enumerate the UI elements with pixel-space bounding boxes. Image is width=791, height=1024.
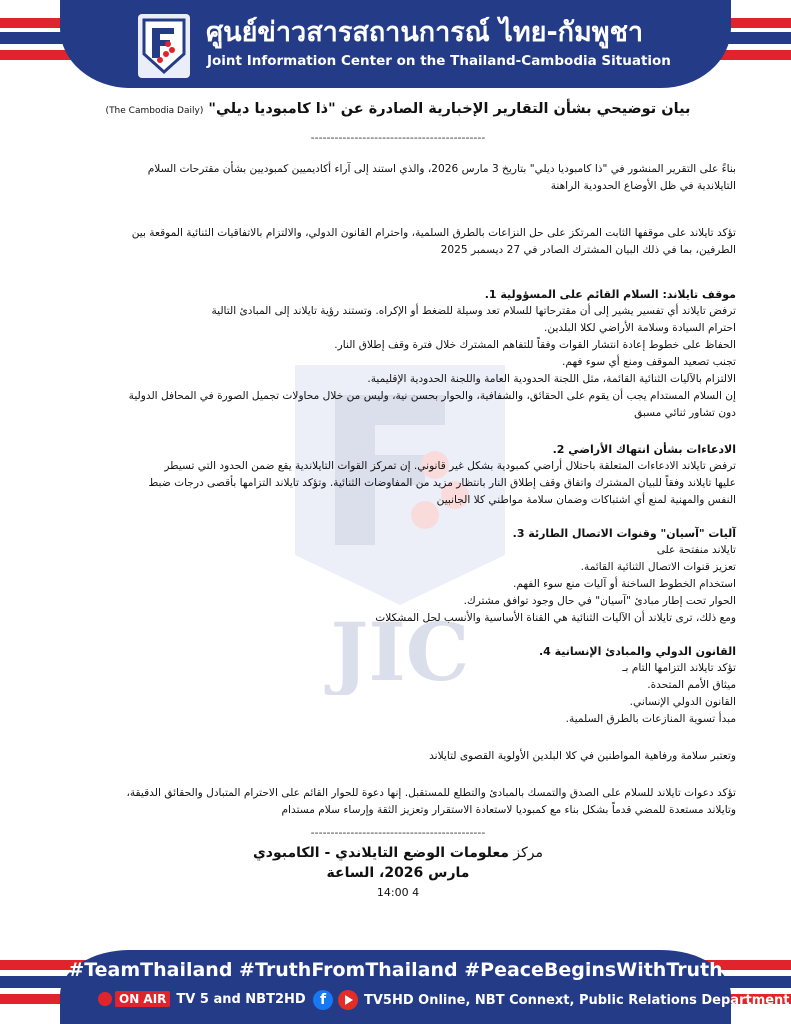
- section-line: الحوار تحت إطار مبادئ "آسيان" في حال وجود توافق مشترك.: [463, 595, 736, 607]
- signature-date: مارس 2026، الساعة: [326, 865, 470, 881]
- header-title-english: Joint Information Center on the Thailand-Cambodia Situation: [207, 53, 671, 69]
- section-heading: موقف تايلاند: السلام القائم على المسؤولية 1.: [484, 288, 736, 301]
- section-line: تعزيز قنوات الاتصال الثنائية القائمة.: [580, 561, 736, 573]
- section-line: احترام السيادة وسلامة الأراضي لكلا البلدين.: [544, 322, 736, 334]
- document-title: [60, 98, 736, 120]
- header-title-thai: ศูนย์ข่าวสารสถานการณ์ ไทย-กัมพูชา: [206, 17, 644, 48]
- section-line: تايلاند منفتحة على: [656, 544, 736, 556]
- closing-line: وتايلاند مستعدة للمضي قدماً بشكل بناء مع كمبوديا لاستعادة الاستقرار وتعزيز الثقة وإرساء سلام مستدام: [281, 804, 736, 816]
- online-channels: [313, 990, 790, 1010]
- signature-prefix: مركز: [513, 845, 544, 861]
- divider: --------------------------------------------: [310, 131, 486, 144]
- section-line: ميثاق الأمم المتحدة.: [647, 679, 736, 691]
- closing-line: تؤكد دعوات تايلاند للسلام على الصدق والتمسك بالمبادئ والتطلع للمستقبل. إنها دعوة للحوار القائم على الاحترام المتبادل والحقائق الدقيقة،: [126, 787, 736, 799]
- on-air-badge: ON AIR: [115, 991, 170, 1007]
- section-line: دون تشاور ثنائي مسبق: [634, 407, 736, 419]
- on-air-info: [98, 991, 306, 1007]
- microphone-icon: [98, 992, 112, 1006]
- section-line: استخدام الخطوط الساخنة أو آليات منع سوء الفهم.: [512, 578, 736, 590]
- section-line: الالتزام بالآليات الثنائية القائمة، مثل اللجنة الحدودية العامة واللجنة الحدودية الإقليمية.: [367, 373, 736, 385]
- intro-line: التايلاندية في ظل الأوضاع الحدودية الراهنة: [550, 180, 736, 192]
- divider: --------------------------------------------: [310, 826, 486, 839]
- priority-statement: وتعتبر سلامة ورفاهية المواطنين في كلا البلدين الأولوية القصوى لتايلاند: [429, 750, 736, 762]
- section-heading: آليات "آسيان" وقنوات الاتصال الطارئة 3.: [512, 527, 736, 540]
- online-channels-text: TV5HD Online, NBT Connext, Public Relations Department: [364, 992, 790, 1008]
- section-line: إن السلام المستدام يجب أن يقوم على الحقائق، والشفافية، والحوار بحسن نية، وليس من خلال محاولات تجميل الصورة في المحافل الدولية: [128, 390, 736, 402]
- facebook-icon: f: [313, 990, 333, 1010]
- footer-banner: [0, 950, 791, 1024]
- section-line: تؤكد تايلاند التزامها التام بـ: [622, 662, 736, 674]
- section-heading: القانون الدولي والمبادئ الإنسانية 4.: [538, 645, 736, 658]
- section-line: ترفض تايلاند أي تفسير يشير إلى أن مقترحاتها للسلام تعد وسيلة للضغط أو الإكراه. وتستند رؤية تايلاند إلى المبادئ التالية: [211, 305, 736, 317]
- youtube-icon: [338, 990, 358, 1010]
- jic-logo: [138, 14, 190, 78]
- section-heading: الادعاءات بشأن انتهاك الأراضي 2.: [552, 443, 736, 456]
- section-line: النفس والمهنية لمنع أي اشتباكات وضمان سلامة مواطني كلا الجانبين: [436, 494, 736, 506]
- hashtags: #TeamThailand #TruthFromThailand #PeaceBeginsWithTruth: [68, 959, 723, 981]
- stance-line: تؤكد تايلاند على موقفها الثابت المرتكز على حل النزاعات بالطرق السلمية، واحترام القانون الدولي، والالتزام بالاتفاقيات الثنائية الموقعة بين: [131, 227, 736, 239]
- section-line: الحفاظ على خطوط إعادة انتشار القوات وفقاً للتفاهم المشترك خلال فترة وقف إطلاق النار.: [334, 339, 736, 351]
- section-line: ترفض تايلاند الادعاءات المتعلقة باحتلال أراضي كمبودية بشكل غير قانوني. إن تمركز القوات التايلاندية يقع ضمن الحدود التي تسيطر: [164, 460, 736, 472]
- tv-channels: TV 5 and NBT2HD: [176, 991, 306, 1007]
- signature-name: معلومات الوضع التايلاندي - الكامبودي: [252, 845, 509, 861]
- stance-line: الطرفين، بما في ذلك البيان المشترك الصادر في 27 ديسمبر 2025: [440, 244, 736, 256]
- section-line: تجنب تصعيد الموقف ومنع أي سوء فهم.: [562, 356, 736, 368]
- document-title-english: (The Cambodia Daily): [105, 106, 204, 116]
- statement-body: [60, 98, 736, 903]
- watermark-text: JIC: [330, 605, 470, 695]
- section-line: عليها تايلاند وفقاً للبيان المشترك واتفاق وقف إطلاق النار بانتظار مزيد من المفاوضات الثنائية. وتؤكد تايلاند التزامها بأقصى درجات ضبط: [148, 477, 736, 489]
- section-line: مبدأ تسوية المنازعات بالطرق السلمية.: [565, 713, 736, 725]
- section-line: ومع ذلك، ترى تايلاند أن الآليات الثنائية هي القناة الأساسية والأنسب لحل المشكلات: [375, 612, 736, 624]
- header-banner: [0, 0, 791, 92]
- intro-line: بناءً على التقرير المنشور في "ذا كامبوديا ديلي" بتاريخ 3 مارس 2026، والذي استند إلى آراء أكاديميين كمبوديين بشأن مقترحات السلام: [147, 163, 736, 175]
- signature-time: 4 14:00: [376, 886, 420, 899]
- section-line: القانون الدولي الإنساني.: [629, 696, 736, 708]
- document-title-arabic: بيان توضيحي بشأن التقارير الإخبارية الصادرة عن "ذا كامبوديا ديلي": [208, 101, 691, 117]
- signature-organization: [60, 843, 736, 863]
